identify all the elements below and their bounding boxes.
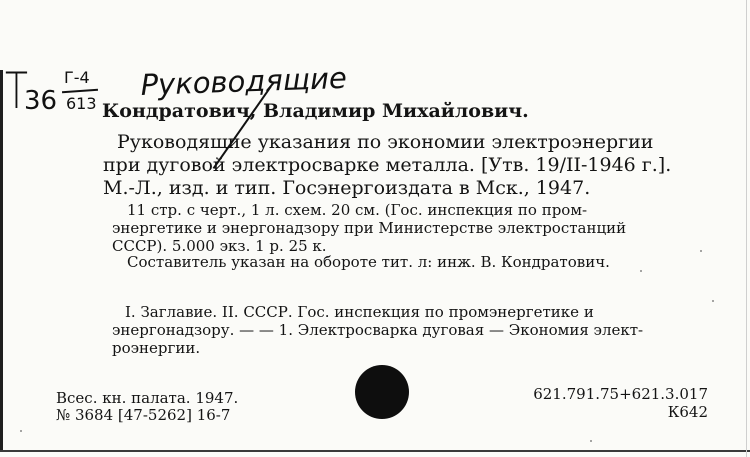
tracings-line-2: энергонадзору. — — 1. Электросварка дуговая — Экономия элект- — [112, 321, 644, 339]
card-punch-hole — [355, 365, 409, 419]
scan-speck — [712, 300, 714, 302]
scan-speck — [640, 270, 642, 272]
collation-line-2: энергетике и энергонадзору при Министерстве электростанций — [112, 219, 627, 237]
shelf-mark-numerator: Г-4 — [64, 68, 90, 87]
udc-classification: 621.791.75+621.3.017 — [533, 385, 708, 403]
book-chamber-line-2: № 3684 [47-5262] 16-7 — [56, 406, 231, 424]
collation-line-3: СССР). 5.000 экз. 1 р. 25 к. — [112, 237, 327, 255]
book-chamber-line-1: Всес. кн. палата. 1947. — [56, 389, 239, 407]
card-right-edge — [746, 0, 747, 457]
author-heading: Кондратович, Владимир Михайлович. — [102, 100, 529, 122]
scan-speck — [700, 250, 702, 252]
shelf-mark-number: 36 — [24, 86, 58, 116]
title-line-2: при дуговой электросварке металла. [Утв. 19/II-1946 г.]. — [103, 154, 672, 176]
scan-speck — [590, 440, 592, 442]
card-left-border — [0, 70, 3, 450]
author-mark: К642 — [667, 403, 708, 421]
compiler-note: Составитель указан на обороте тит. л: инж. В. Кондратович. — [127, 253, 610, 271]
scan-speck — [20, 430, 22, 432]
title-line-1: Руководящие указания по экономии электроэнергии — [117, 131, 654, 153]
tracings-line-3: роэнергии. — [112, 339, 201, 357]
card-bottom-border — [0, 450, 750, 452]
shelf-mark-letter: T — [5, 62, 28, 120]
shelf-mark-denominator: 613 — [66, 94, 97, 113]
collation-line-1: 11 стр. с черт., 1 л. схем. 20 см. (Гос. инспекция по пром- — [127, 201, 588, 219]
imprint-line: М.-Л., изд. и тип. Госэнергоиздата в Мск., 1947. — [103, 177, 591, 199]
tracings-line-1: I. Заглавие. II. СССР. Гос. инспекция по промэнергетике и — [125, 303, 594, 321]
handwritten-note: Руководящие — [140, 60, 348, 102]
shelf-mark-fraction-bar — [62, 89, 98, 94]
